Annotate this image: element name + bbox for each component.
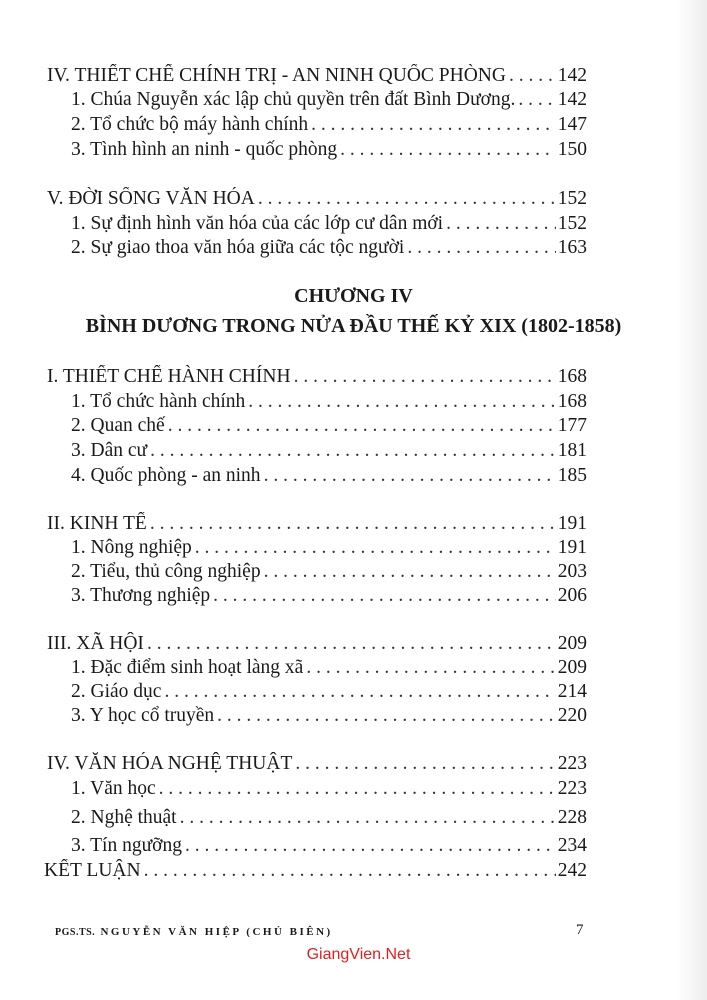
dot-leader: [509, 64, 556, 88]
dot-leader: [340, 138, 556, 162]
toc-section[interactable]: [47, 365, 587, 389]
dot-leader: [195, 536, 556, 560]
toc-section-title: IV. VĂN HÓA NGHỆ THUẬT: [47, 753, 293, 774]
toc-page-number: 147: [557, 114, 587, 135]
toc-page-number: 163: [557, 237, 587, 258]
toc-conclusion[interactable]: [44, 859, 587, 883]
toc-item-title: 1. Sự định hình văn hóa của các lớp cư dân mới: [71, 213, 444, 234]
toc-item-title: 2. Tổ chức bộ máy hành chính: [71, 114, 309, 135]
toc-section[interactable]: [47, 187, 587, 211]
toc-page-number: 181: [557, 440, 587, 461]
dot-leader: [294, 365, 556, 389]
toc-section[interactable]: [47, 64, 587, 88]
toc-item[interactable]: [71, 584, 587, 608]
toc-item-title: 2. Quan chế: [71, 415, 165, 436]
watermark: GiangVien.Net: [306, 946, 411, 963]
toc-section-title: III. XÃ HỘI: [47, 633, 144, 654]
toc-page-number: 223: [557, 753, 587, 774]
toc-page-number: 152: [557, 188, 587, 209]
author-prefix: PGS.TS.: [55, 927, 96, 938]
dot-leader: [213, 584, 556, 608]
toc-item-title: 2. Giáo dục: [71, 681, 162, 702]
toc-page-number: 223: [557, 778, 587, 799]
toc-page-number: 220: [557, 705, 587, 726]
toc-item[interactable]: [71, 834, 587, 858]
dot-leader: [185, 834, 556, 858]
toc-item-title: 1. Tổ chức hành chính: [71, 391, 246, 412]
toc-item[interactable]: [71, 113, 587, 137]
toc-item[interactable]: [71, 236, 587, 260]
dot-leader: [446, 212, 556, 236]
toc-conclusion-title: KẾT LUẬN: [44, 860, 141, 881]
dot-leader: [407, 236, 555, 260]
dot-leader: [147, 632, 556, 656]
toc-item[interactable]: [71, 806, 587, 830]
dot-leader: [518, 88, 555, 112]
dot-leader: [150, 512, 556, 536]
toc-page-number: 206: [557, 585, 587, 606]
toc-page-number: 203: [557, 561, 587, 582]
dot-leader: [164, 680, 555, 704]
page-edge-shadow: [677, 0, 707, 1000]
toc-item[interactable]: [71, 560, 587, 584]
toc-item[interactable]: [71, 656, 587, 680]
toc-item[interactable]: [71, 439, 587, 463]
toc-section-title: IV. THIẾT CHẾ CHÍNH TRỊ - AN NINH QUỐC PHÒNG: [47, 65, 506, 86]
dot-leader: [248, 390, 555, 414]
dot-leader: [180, 806, 556, 830]
toc-page-number: 168: [557, 391, 587, 412]
toc-item-title: 3. Tình hình an ninh - quốc phòng: [71, 139, 338, 160]
toc-page-number: 150: [557, 139, 587, 160]
chapter-title: BÌNH DƯƠNG TRONG NỬA ĐẦU THẾ KỶ XIX (1802-1858): [85, 315, 622, 337]
toc-section-title: I. THIẾT CHẾ HÀNH CHÍNH: [47, 366, 291, 387]
toc-section[interactable]: [47, 752, 587, 776]
dot-leader: [295, 752, 555, 776]
dot-leader: [150, 439, 556, 463]
toc-page-number: 168: [557, 366, 587, 387]
dot-leader: [306, 656, 555, 680]
toc-item-title: 2. Nghệ thuật: [71, 807, 177, 828]
toc-item[interactable]: [71, 536, 587, 560]
toc-page-number: 242: [557, 860, 587, 881]
toc-item[interactable]: [71, 680, 587, 704]
toc-item-title: 1. Văn học: [71, 778, 156, 799]
toc-item-title: 2. Sự giao thoa văn hóa giữa các tộc người: [71, 237, 405, 258]
toc-item-title: 3. Y học cổ truyền: [71, 705, 215, 726]
toc-page-number: 191: [557, 513, 587, 534]
toc-section-title: II. KINH TẾ: [47, 513, 147, 534]
toc-section[interactable]: [47, 632, 587, 656]
toc-item[interactable]: [71, 777, 587, 801]
toc-item-title: 3. Tín ngưỡng: [71, 835, 182, 856]
toc-item-title: 1. Đặc điểm sinh hoạt làng xã: [71, 657, 304, 678]
dot-leader: [168, 414, 556, 438]
toc-section-title: V. ĐỜI SỐNG VĂN HÓA: [47, 188, 255, 209]
toc-page-number: 177: [557, 415, 587, 436]
toc-page-number: 142: [557, 65, 587, 86]
toc-item[interactable]: [71, 88, 587, 112]
chapter-label: CHƯƠNG IV: [294, 285, 413, 307]
author-name: NGUYỄN VĂN HIỆP (CHỦ BIÊN): [100, 926, 333, 938]
toc-page-number: 191: [557, 537, 587, 558]
page-number: 7: [576, 922, 584, 938]
dot-leader: [264, 464, 556, 488]
dot-leader: [217, 704, 556, 728]
footer-author: [55, 926, 333, 938]
toc-item[interactable]: [71, 138, 587, 162]
dot-leader: [258, 187, 556, 211]
dot-leader: [311, 113, 556, 137]
toc-page-number: 185: [557, 465, 587, 486]
toc-item-title: 3. Dân cư: [71, 440, 148, 461]
toc-item-title: 1. Nông nghiệp: [71, 537, 192, 558]
toc-section[interactable]: [47, 512, 587, 536]
toc-item[interactable]: [71, 704, 587, 728]
toc-page-number: 209: [557, 657, 587, 678]
toc-page-number: 142: [557, 89, 587, 110]
toc-page-number: 214: [557, 681, 587, 702]
toc-item-title: 4. Quốc phòng - an ninh: [71, 465, 261, 486]
toc-item[interactable]: [71, 464, 587, 488]
toc-item-title: 2. Tiểu, thủ công nghiệp: [71, 561, 261, 582]
toc-page-number: 209: [557, 633, 587, 654]
toc-page-number: 234: [557, 835, 587, 856]
toc-item-title: 1. Chúa Nguyễn xác lập chủ quyền trên đất Bình Dương.: [71, 89, 516, 110]
toc-page-number: 228: [557, 807, 587, 828]
dot-leader: [159, 777, 556, 801]
dot-leader: [264, 560, 556, 584]
dot-leader: [144, 859, 556, 883]
toc-item[interactable]: [71, 414, 587, 438]
toc-page-number: 152: [557, 213, 587, 234]
toc-item-title: 3. Thương nghiệp: [71, 585, 211, 606]
toc-item[interactable]: [71, 390, 587, 414]
toc-item[interactable]: [71, 212, 587, 236]
